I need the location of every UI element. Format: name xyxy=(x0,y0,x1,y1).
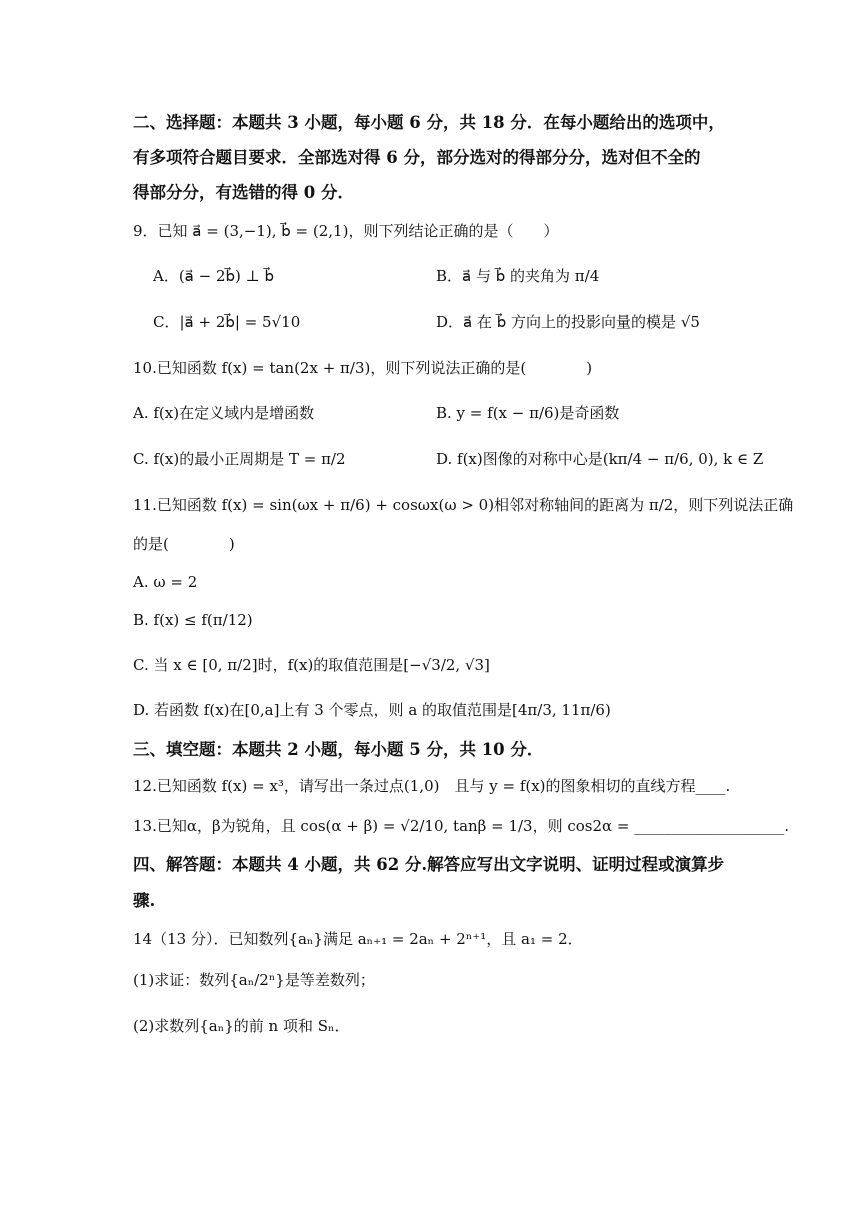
question-9-option-c: C．|a⃗ + 2b⃗| = 5√10 xyxy=(153,313,301,331)
section-2-heading-line-2: 有多项符合题目要求．全部选对得 6 分，部分选对的得部分分，选对但不全的 xyxy=(133,148,701,167)
question-10-option-d: D. f(x)图像的对称中心是(kπ/4 − π/6, 0), k ∈ Z xyxy=(436,450,764,468)
section-2-heading-line-3: 得部分分，有选错的得 0 分． xyxy=(133,183,354,202)
question-11-option-c: C. 当 x ∈ [0, π/2]时，f(x)的取值范围是[−√3/2, √3] xyxy=(133,656,490,674)
section-3-heading: 三、填空题：本题共 2 小题，每小题 5 分，共 10 分． xyxy=(133,740,544,759)
question-10-option-c: C. f(x)的最小正周期是 T = π/2 xyxy=(133,450,346,468)
question-10-option-b: B. y = f(x − π/6)是奇函数 xyxy=(436,404,620,422)
question-10-option-a: A. f(x)在定义域内是增函数 xyxy=(133,404,315,422)
question-11-option-b: B. f(x) ≤ f(π/12) xyxy=(133,611,253,629)
question-14-part-1: (1)求证：数列{aₙ/2ⁿ}是等差数列； xyxy=(133,971,375,989)
question-11-stem-line-1: 11.已知函数 f(x) = sin(ωx + π/6) + cosωx(ω > 0)相邻对称轴间的距离为 π/2，则下列说法正确 xyxy=(133,496,794,514)
section-2-heading-line-1: 二、选择题：本题共 3 小题，每小题 6 分，共 18 分．在每小题给出的选项中， xyxy=(133,113,725,132)
question-9-option-a: A．(a⃗ − 2b⃗) ⊥ b⃗ xyxy=(153,267,275,285)
question-10-stem: 10.已知函数 f(x) = tan(2x + π/3)，则下列说法正确的是( ) xyxy=(133,359,593,377)
question-14-stem: 14（13 分）．已知数列{aₙ}满足 aₙ₊₁ = 2aₙ + 2ⁿ⁺¹，且 a₁ = 2． xyxy=(133,930,583,948)
question-9-option-d: D．a⃗ 在 b⃗ 方向上的投影向量的模是 √5 xyxy=(436,313,700,331)
question-12-stem: 12.已知函数 f(x) = x³，请写出一条过点(1,0) 且与 y = f(x)的图象相切的直线方程____. xyxy=(133,777,731,795)
question-9-option-b: B．a⃗ 与 b⃗ 的夹角为 π/4 xyxy=(436,267,600,285)
question-9-stem: 9．已知 a⃗ = (3,−1), b⃗ = (2,1)，则下列结论正确的是（ ） xyxy=(133,222,559,240)
question-11-option-a: A. ω = 2 xyxy=(133,573,198,591)
question-13-stem: 13.已知α，β为锐角，且 cos(α + β) = √2/10, tanβ = 1/3，则 cos2α = ____________________. xyxy=(133,817,790,835)
section-4-heading-line-2: 骤. xyxy=(133,891,156,910)
question-11-stem-line-2: 的是( ) xyxy=(133,535,235,553)
section-4-heading-line-1: 四、解答题：本题共 4 小题，共 62 分.解答应写出文字说明、证明过程或演算步 xyxy=(133,855,725,874)
question-14-part-2: (2)求数列{aₙ}的前 n 项和 Sₙ． xyxy=(133,1017,350,1035)
question-11-option-d: D. 若函数 f(x)在[0,a]上有 3 个零点，则 a 的取值范围是[4π/3, 11π/6) xyxy=(133,701,611,719)
